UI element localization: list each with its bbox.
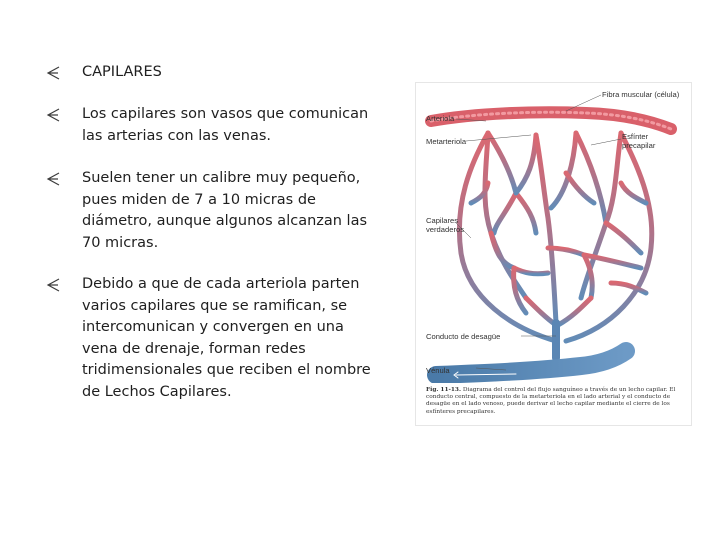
- label-arteriola: Arteriola: [426, 114, 455, 123]
- label-esfinter: Esfínter precapilar: [622, 132, 656, 150]
- arrow-bullet-icon: [45, 108, 63, 122]
- caption-text: Diagrama del control del flujo sanguíneo a través de un lecho capilar. El conducto central, compuesto de la metarteriola en el lado arterial y el conducto de desagüe en el lado venoso, puede derivar el lecho capilar mediante el cierre de los esfínteres precapilares.: [426, 387, 676, 415]
- caption-number: Fig. 11-13.: [426, 387, 461, 393]
- capillary-bed-diagram: [416, 83, 691, 383]
- bullet-text: Suelen tener un calibre muy pequeño, pues miden de 7 a 10 micras de diámetro, aunque algunos alcanzan las 70 micras.: [82, 170, 368, 251]
- arrow-bullet-icon: [45, 66, 63, 80]
- bullet-text: Los capilares son vasos que comunican las arterias con las venas.: [82, 106, 369, 144]
- label-venula: Vénula: [426, 366, 450, 375]
- arteriole: [431, 112, 671, 129]
- bullet-text: Debido a que de cada arteriola parten varios capilares que se ramifican, se intercomunican y convergen en una vena de drenaje, forman redes tridimensionales que reciben el nombre de Lechos Capilares.: [82, 276, 371, 400]
- label-metarteriola: Metarteriola: [426, 137, 467, 146]
- bullet-text: CAPILARES: [82, 64, 162, 80]
- label-fibra: Fibra muscular (célula): [602, 90, 680, 99]
- arrow-bullet-icon: [45, 278, 63, 292]
- capillary-network: [459, 133, 651, 341]
- label-conducto: Conducto de desagüe: [426, 332, 501, 341]
- figure-caption: [426, 387, 684, 416]
- venule: [436, 351, 626, 378]
- capillary-bed-figure: [415, 82, 692, 426]
- arrow-bullet-icon: [45, 172, 63, 186]
- label-capilares: Capilares verdaderos: [426, 216, 464, 234]
